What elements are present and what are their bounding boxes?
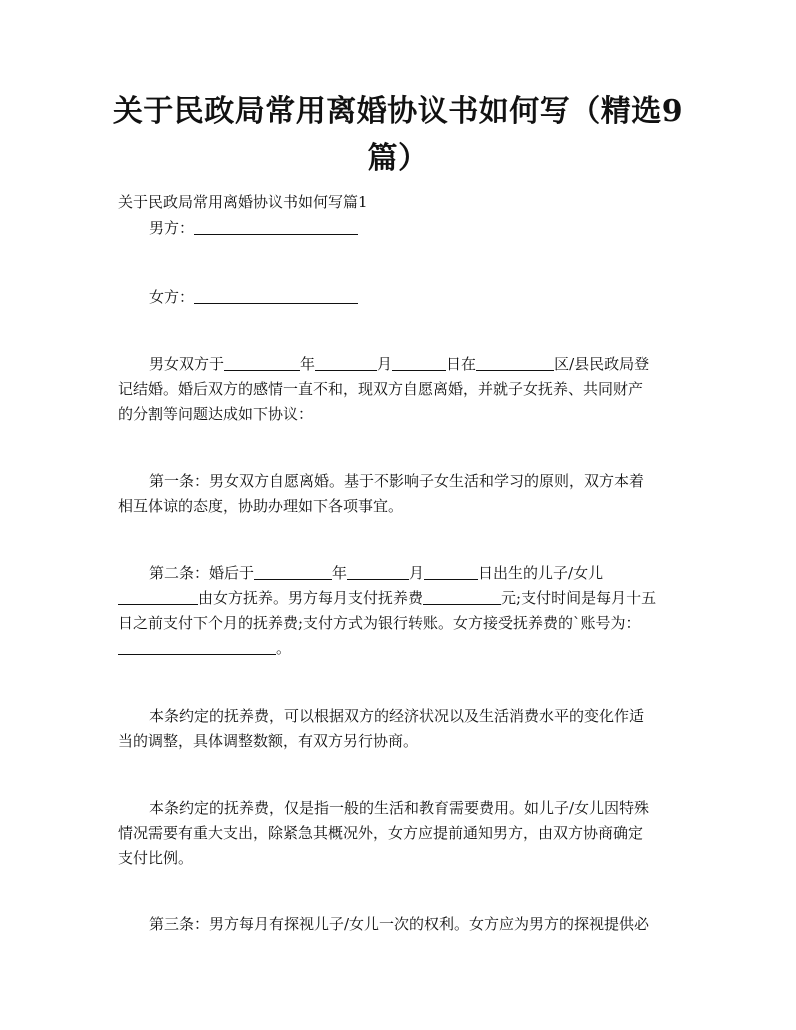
title-line-1: 关于民政局常用离婚协议书如何写（精选9 <box>112 94 684 129</box>
year-blank <box>254 564 332 580</box>
paragraph-article-1 <box>118 469 678 519</box>
paragraph-line: 第二条：婚后于 年 月 日出生的儿子/女儿 <box>149 564 604 582</box>
male-name-blank <box>194 219 358 235</box>
male-label: 男方： <box>149 219 195 237</box>
district-blank <box>476 355 554 371</box>
paragraph-line: 第三条：男方每月有探视儿子/女儿一次的权利。女方应为男方的探视提供必 <box>149 915 650 933</box>
paragraph-article-2 <box>118 561 678 661</box>
child-name-blank <box>118 589 198 605</box>
amount-blank <box>423 589 501 605</box>
section-heading: 关于民政局常用离婚协议书如何写篇1 <box>118 193 368 211</box>
paragraph-marriage <box>118 352 678 427</box>
female-party-line <box>149 286 358 307</box>
paragraph-line: 第一条：男女双方自愿离婚。基于不影响子女生活和学习的原则，双方本着 <box>149 472 645 490</box>
paragraph-line: 男女双方于 年 月 日在 区/县民政局登 <box>149 355 650 373</box>
paragraph-line: 。 <box>118 636 678 661</box>
paragraph-support-adjustment <box>118 704 678 754</box>
paragraph-support-scope <box>118 796 678 871</box>
female-name-blank <box>194 288 358 304</box>
paragraph-line: 当的调整，具体调整数额，有双方另行协商。 <box>118 732 419 750</box>
paragraph-line: 由女方抚养。男方每月支付抚养费 元;支付时间是每月十五 <box>118 586 678 611</box>
day-blank <box>392 355 446 371</box>
paragraph-line: 日之前支付下个月的抚养费;支付方式为银行转账。女方接受抚养费的`账号为： <box>118 614 641 632</box>
day-blank <box>424 564 478 580</box>
paragraph-line: 本条约定的抚养费，仅是指一般的生活和教育需要费用。如儿子/女儿因特殊 <box>149 799 650 817</box>
male-party-line <box>149 217 358 238</box>
paragraph-line: 本条约定的抚养费，可以根据双方的经济状况以及生活消费水平的变化作适 <box>149 707 645 725</box>
title-line-2: 篇） <box>367 141 429 176</box>
month-blank <box>347 564 409 580</box>
document-title <box>110 88 686 182</box>
account-blank <box>118 639 276 655</box>
month-blank <box>315 355 377 371</box>
paragraph-line: 记结婚。婚后双方的感情一直不和，现双方自愿离婚，并就子女抚养、共同财产 <box>118 380 644 398</box>
paragraph-line: 情况需要有重大支出，除紧急其概况外，女方应提前通知男方，由双方协商确定 <box>118 824 644 842</box>
paragraph-line: 的分割等问题达成如下协议： <box>118 405 314 423</box>
female-label: 女方： <box>149 288 195 306</box>
year-blank <box>224 355 300 371</box>
paragraph-line: 相互体谅的态度，协助办理如下各项事宜。 <box>118 497 404 515</box>
paragraph-line: 支付比例。 <box>118 849 194 867</box>
paragraph-article-3 <box>118 912 678 937</box>
